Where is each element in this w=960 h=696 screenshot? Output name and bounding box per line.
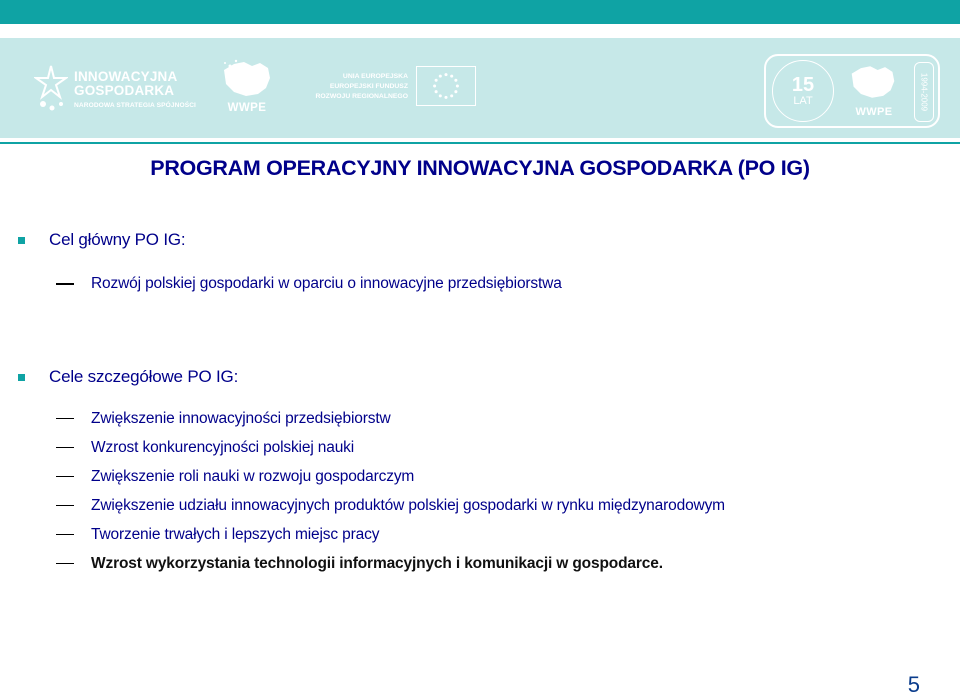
poland-map-icon [848, 62, 898, 102]
section-label: Cel główny PO IG: [49, 230, 186, 249]
star-figure-icon [34, 64, 68, 114]
page-title: PROGRAM OPERACYJNY INNOWACYJNA GOSPODARKA (PO IG) [150, 156, 810, 180]
wwpe-logo [216, 58, 278, 118]
list-item [56, 433, 725, 462]
section-main-goal [18, 230, 185, 250]
list-item-text: Zwiększenie roli nauki w rozwoju gospodarczym [91, 467, 415, 485]
15-lat-badge [772, 60, 834, 122]
years-label: 1994-2009 [919, 72, 929, 112]
dash-bullet-icon [56, 418, 74, 420]
main-goal-list [56, 269, 562, 299]
list-item-text: Wzrost wykorzystania technologii informacyjnych i komunikacji w gospodarce. [91, 554, 663, 572]
list-item [56, 520, 725, 549]
ue-line2: EUROPEJSKI FUNDUSZ [329, 83, 408, 90]
dash-bullet-icon [56, 534, 74, 536]
badge-number: 15 [791, 74, 815, 96]
list-item [56, 269, 562, 299]
wwpe-label: WWPE [227, 102, 267, 114]
dash-bullet-icon [56, 283, 74, 285]
list-item-text: Wzrost konkurencyjności polskiej nauki [91, 438, 355, 456]
logo-ig-line1: INNOWACYJNA [74, 69, 178, 84]
logo-ig-line3: NARODOWA STRATEGIA SPÓJNOŚCI [74, 102, 196, 109]
years-badge [914, 62, 934, 122]
section-label: Cele szczegółowe PO IG: [49, 367, 239, 386]
logo-ig-line2: GOSPODARKA [74, 83, 175, 98]
list-item [56, 404, 725, 433]
badge-lat: LAT [793, 95, 813, 107]
dash-bullet-icon [56, 563, 74, 565]
ue-line3: ROZWOJU REGIONALNEGO [315, 93, 408, 100]
ue-line1: UNIA EUROPEJSKA [342, 73, 408, 80]
list-item [56, 462, 725, 491]
specific-goals-list [56, 404, 725, 578]
dash-bullet-icon [56, 505, 74, 507]
square-bullet-icon [18, 374, 25, 381]
dash-bullet-icon [56, 476, 74, 478]
poland-map-icon [220, 58, 274, 100]
square-bullet-icon [18, 237, 25, 244]
banner-divider [0, 142, 960, 144]
innowacyjna-gospodarka-logo [34, 62, 202, 118]
list-item [56, 549, 725, 578]
dash-bullet-icon [56, 447, 74, 449]
page-number: 5 [907, 672, 920, 696]
section-specific-goals [18, 367, 238, 387]
list-item-text: Rozwój polskiej gospodarki w oparciu o innowacyjne przedsiębiorstwa [91, 275, 562, 292]
eu-fund-logo [308, 62, 480, 118]
list-item [56, 491, 725, 520]
list-item-text: Zwiększenie udziału innowacyjnych produktów polskiej gospodarki w rynku międzynarodowym [91, 496, 725, 514]
wwpe-label-small: WWPE [855, 106, 893, 118]
eu-flag-icon [416, 66, 476, 106]
list-item-text: Zwiększenie innowacyjności przedsiębiorstw [91, 409, 391, 427]
wwpe-15-years-logo [764, 54, 940, 128]
list-item-text: Tworzenie trwałych i lepszych miejsc pracy [91, 525, 380, 543]
top-accent-strip [0, 0, 960, 24]
